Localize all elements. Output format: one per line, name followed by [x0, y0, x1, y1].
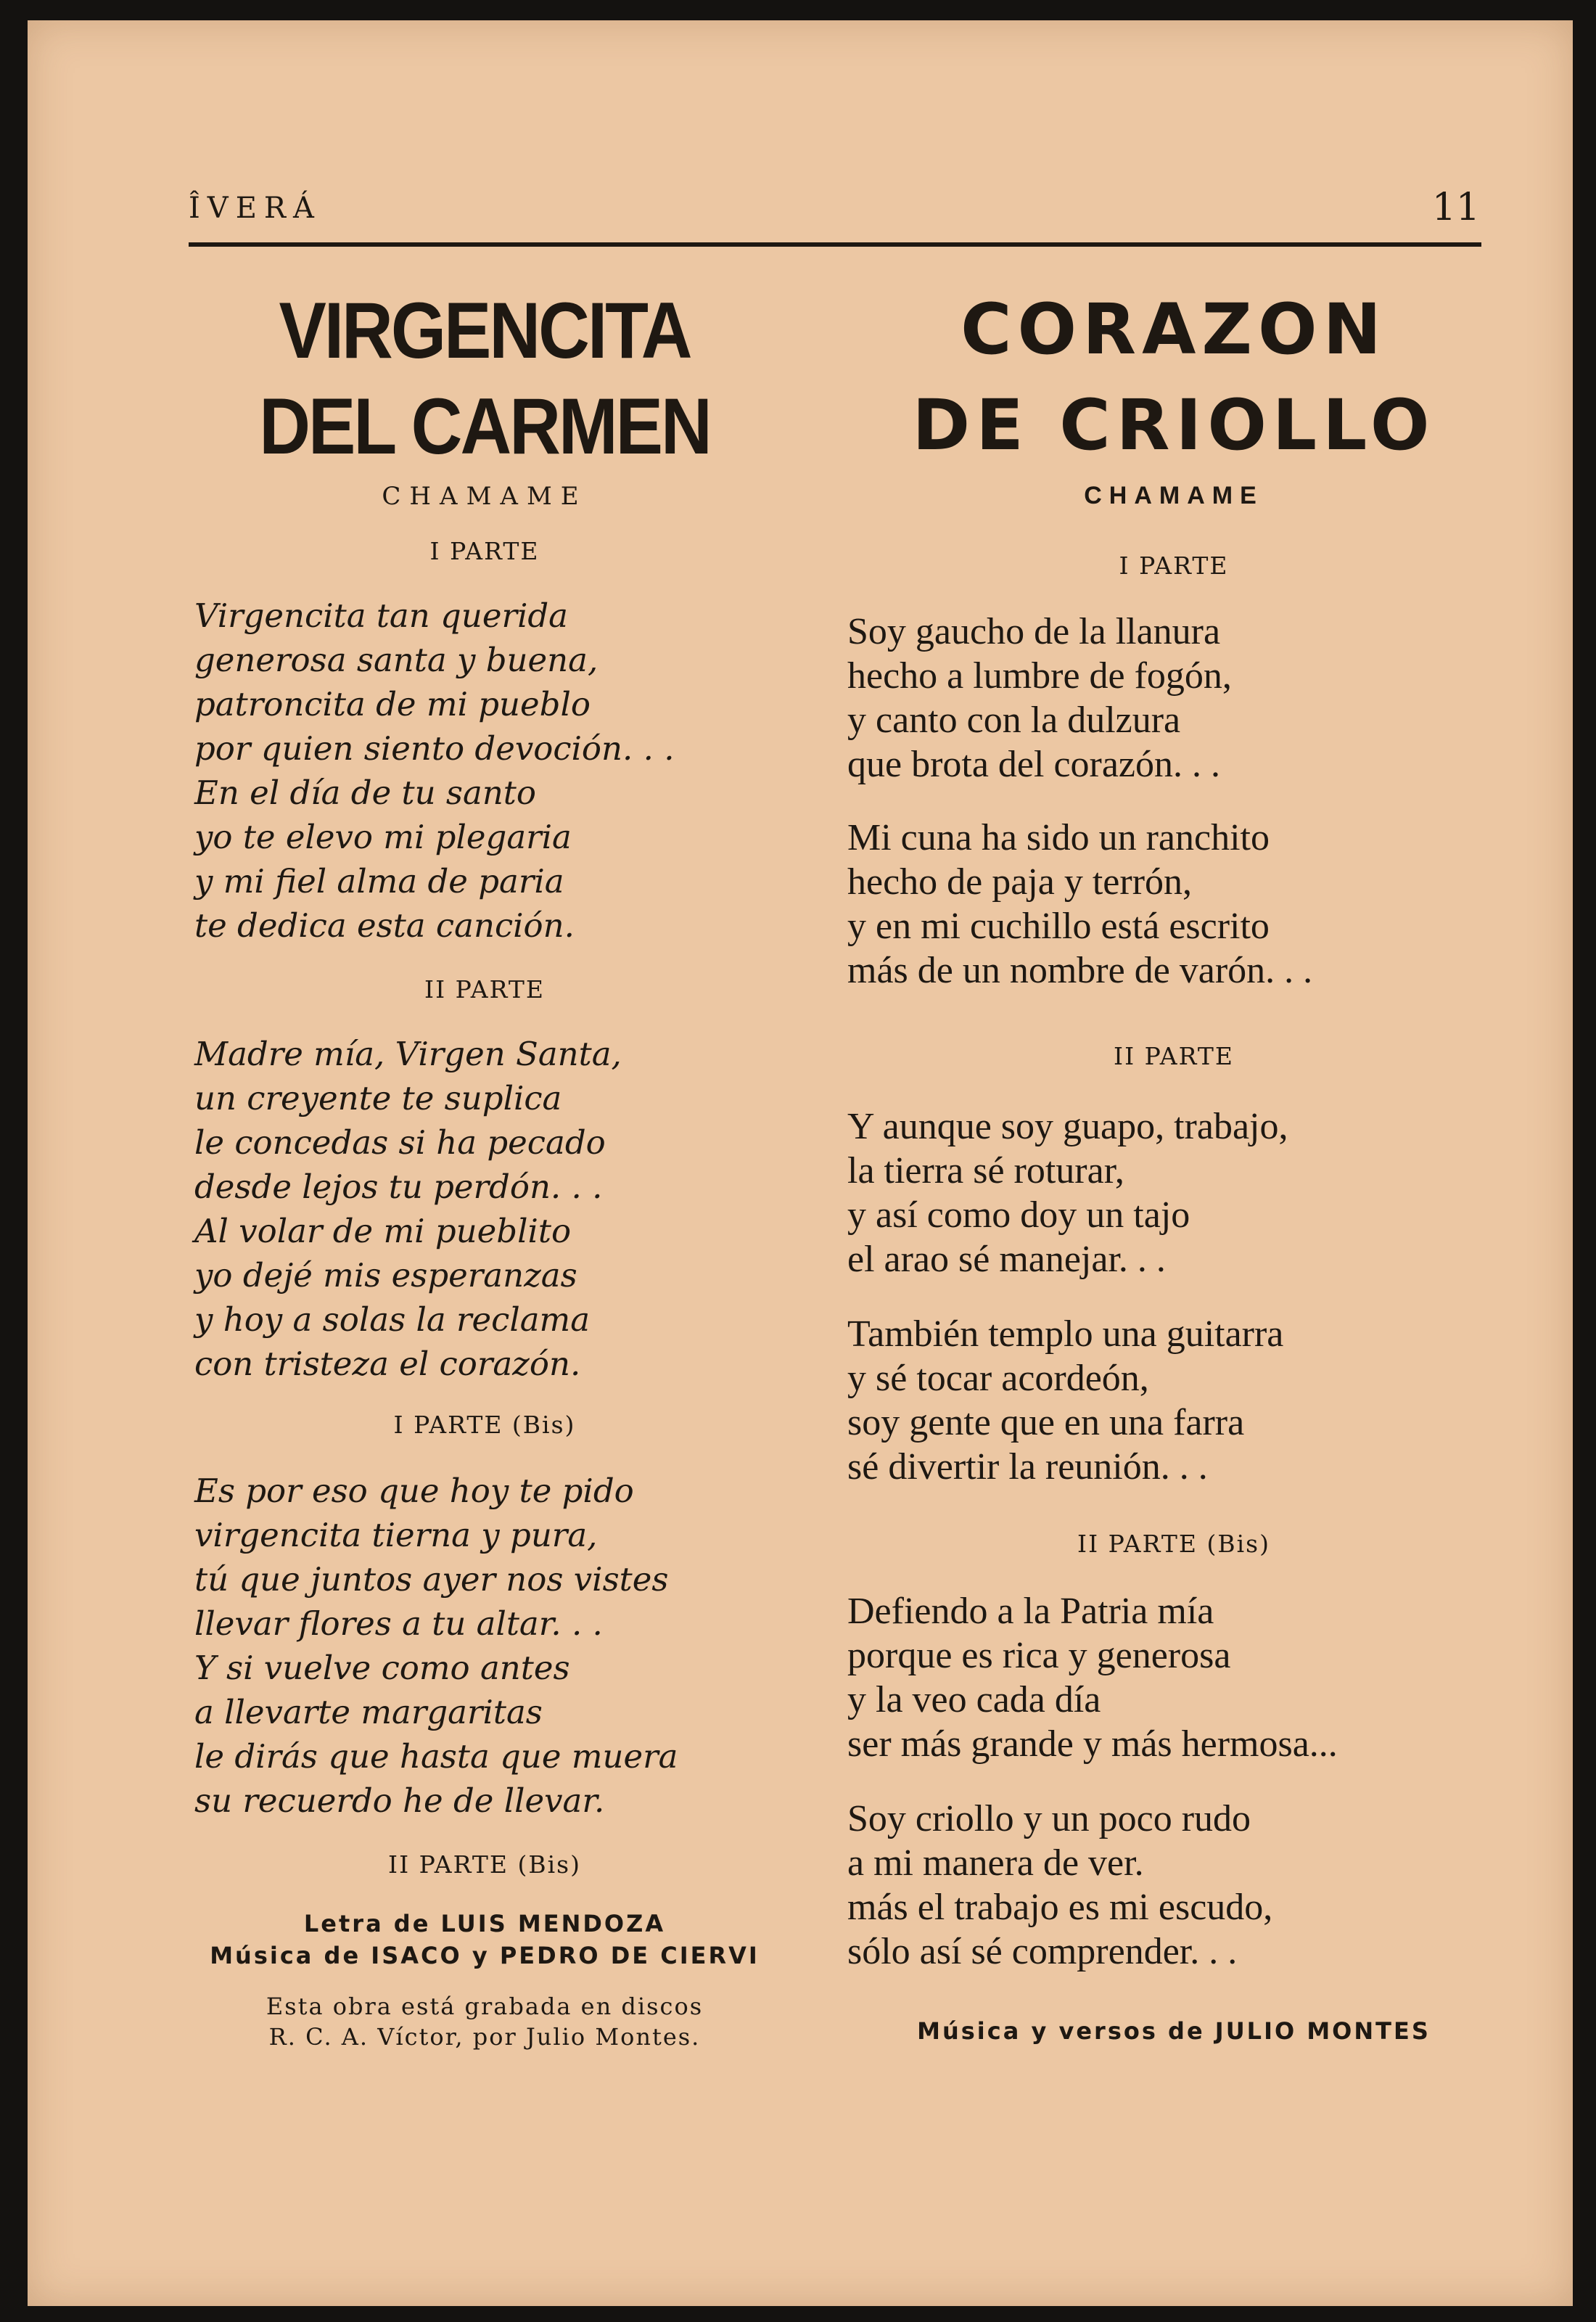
verse-line: Madre mía, Virgen Santa, [194, 1035, 622, 1073]
verse-line: Y si vuelve como antes [194, 1649, 570, 1687]
section-heading: I PARTE (Bis) [393, 1411, 576, 1439]
verse-line: le dirás que hasta que muera [194, 1737, 678, 1776]
song-title-line-1: VIRGENCITA [279, 285, 691, 375]
verse-line: y en mi cuchillo está escrito [847, 906, 1270, 947]
verse-line: También templo una guitarra [847, 1313, 1284, 1355]
verse-line: a mi manera de ver. [847, 1842, 1144, 1884]
verse-line: desde lejos tu perdón. . . [194, 1168, 603, 1206]
verse-line: el arao sé manejar. . . [847, 1239, 1166, 1280]
music-and-lyrics-credit: Música y versos de JULIO MONTES [917, 2017, 1431, 2045]
section-heading: I PARTE [429, 537, 540, 565]
verse-line: y mi fiel alma de paria [194, 862, 564, 901]
lyrics-credit: Letra de LUIS MENDOZA [303, 1910, 666, 1937]
verse-line: y la veo cada día [847, 1679, 1101, 1720]
verse-line: por quien siento devoción. . . [194, 729, 675, 768]
page [28, 20, 1573, 2306]
verse-line: soy gente que en una farra [847, 1402, 1245, 1443]
verse-line: Defiendo a la Patria mía [847, 1591, 1214, 1632]
verse-line: Es por eso que hoy te pido [194, 1472, 634, 1510]
verse-line: Y aunque soy guapo, trabajo, [847, 1106, 1288, 1147]
verse-line: sé divertir la reunión. . . [847, 1446, 1208, 1488]
genre-label: CHAMAME [382, 482, 588, 511]
verse-line: hecho a lumbre de fogón, [847, 655, 1232, 697]
verse-line: su recuerdo he de llevar. [194, 1781, 605, 1820]
song-title-line-2: DE CRIOLLO [912, 385, 1436, 466]
verse-line: y hoy a solas la reclama [194, 1300, 591, 1339]
verse-line: Soy criollo y un poco rudo [847, 1798, 1251, 1839]
section-heading: I PARTE [1119, 551, 1229, 580]
verse-line: le concedas si ha pecado [194, 1123, 606, 1162]
section-heading: II PARTE (Bis) [388, 1850, 581, 1879]
verse-line: Virgencita tan querida [194, 596, 568, 635]
verse-line: porque es rica y generosa [847, 1635, 1231, 1676]
verse-line: En el día de tu santo [194, 774, 536, 812]
verse-line: ser más grande y más hermosa... [847, 1723, 1338, 1765]
genre-label: CHAMAME [1084, 482, 1264, 509]
recording-note-line-2: R. C. A. Víctor, por Julio Montes. [268, 2023, 701, 2051]
verse-line: a llevarte margaritas [194, 1693, 543, 1731]
verse-line: y sé tocar acordeón, [847, 1358, 1149, 1399]
verse-stanza [194, 594, 775, 948]
song-title-line-1: CORAZON [961, 289, 1387, 370]
verse-stanza [847, 816, 1500, 993]
verse-stanza [194, 1469, 775, 1823]
verse-line: yo te elevo mi plegaria [194, 818, 572, 856]
verse-line: más el trabajo es mi escudo, [847, 1887, 1273, 1928]
verse-line: patroncita de mi pueblo [194, 685, 591, 723]
page-number: 11 [1431, 186, 1480, 229]
verse-line: llevar flores a tu altar. . . [194, 1604, 603, 1643]
verse-line: Mi cuna ha sido un ranchito [847, 817, 1270, 858]
recording-note-line-1: Esta obra está grabada en discos [266, 1993, 704, 2020]
magazine-title: ÎVERÁ [189, 192, 321, 225]
verse-line: más de un nombre de varón. . . [847, 950, 1313, 991]
verse-line: Soy gaucho de la llanura [847, 611, 1221, 652]
section-heading: II PARTE [424, 975, 545, 1004]
music-credit: Música de ISACO y PEDRO DE CIERVI [210, 1942, 760, 1969]
verse-line: Al volar de mi pueblito [194, 1212, 572, 1250]
header-rule [189, 242, 1481, 247]
verse-line: sólo así sé comprender. . . [847, 1931, 1238, 1972]
page-header [189, 186, 1480, 237]
verse-line: un creyente te suplica [194, 1079, 562, 1117]
verse-line: y así como doy un tajo [847, 1194, 1190, 1236]
verse-line: la tierra sé roturar, [847, 1150, 1124, 1191]
verse-stanza [194, 1032, 775, 1386]
verse-stanza [847, 1312, 1500, 1489]
verse-line: que brota del corazón. . . [847, 744, 1221, 785]
verse-stanza [847, 1589, 1500, 1766]
verse-stanza [847, 1797, 1500, 1974]
verse-line: tú que juntos ayer nos vistes [194, 1560, 669, 1599]
verse-line: y canto con la dulzura [847, 700, 1181, 741]
verse-line: virgencita tierna y pura, [194, 1516, 598, 1554]
verse-line: hecho de paja y terrón, [847, 861, 1193, 903]
song-title-line-2: DEL CARMEN [259, 381, 710, 471]
verse-line: te dedica esta canción. [194, 906, 575, 945]
verse-stanza [847, 610, 1500, 787]
verse-line: generosa santa y buena, [194, 641, 598, 679]
section-heading: II PARTE (Bis) [1077, 1530, 1270, 1558]
verse-line: yo dejé mis esperanzas [194, 1256, 577, 1295]
verse-stanza [847, 1104, 1500, 1281]
section-heading: II PARTE [1114, 1042, 1234, 1070]
verse-line: con tristeza el corazón. [194, 1345, 581, 1383]
